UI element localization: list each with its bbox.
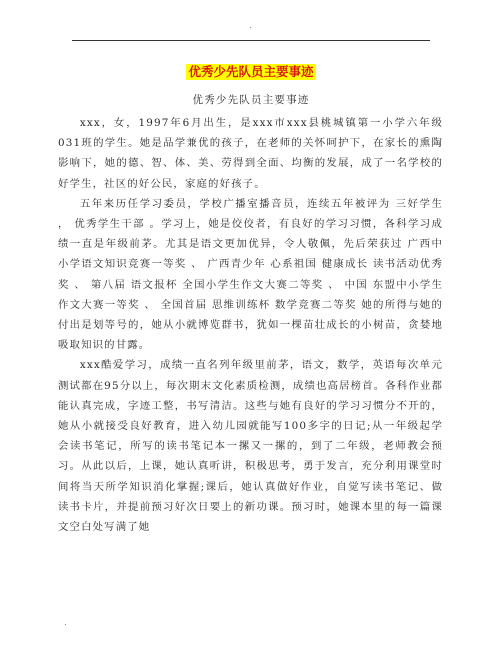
title-container — [0, 61, 502, 80]
paragraph: xxx，女，1997年6月出生，是xxx市xxx县桃城镇第一小学六年级031班的学生。她是品学兼优的孩子，在老师的关怀呵护下，在家长的熏陶影响下，她的德、智、体、美、劳得到全面、均衡的发展，成了一名学校的好学生，社区的好公民，家庭的好孩子。 — [58, 117, 443, 190]
paragraph: xxx酷爱学习，成绩一直名列年级里前茅，语文，数学，英语每次单元测试都在95分以上，每次期末文化素质检测，成绩也高居榜首。各科作业都能认真完成，字迹工整，书写清洁。这些与她有良好的学习习惯分不开的，她从小就接受良好教育，进入幼儿园就能写100多字的日记;从一年级起学会读书笔记，所写的读书笔记本一摞又一摞的，到了二年级，老师教会预习。从此以后，上课，她认真听讲，积极思考，勇于发言，充分利用课堂时间将当天所学知识消化掌握;课后，她认真做好作业，自觉写读书笔记、做读书卡片，并提前预习好次日要上的新功课。预习时，她课本里的每一篇课文空白处写满了她 — [58, 359, 443, 534]
header-marker: . — [249, 21, 252, 31]
footer-marker: . — [64, 618, 67, 628]
document-title: 优秀少先队员主要事迹 — [188, 64, 314, 79]
document-body — [58, 113, 443, 537]
paragraph: 五年来历任学习委员，学校广播室播音员，连续五年被评为 三好学生 ， 优秀学生干部 。学习上，她是佼佼者，有良好的学习习惯，各科学习成绩一直是年级前茅。尤其是语文更加优异，令人敬佩，先后荣获过 广西中小学语文知识竞赛一等奖 、 广西青少年 心系祖国 健康成长 读书活动优秀奖 、 第八届 语文报杯 全国小学生作文大赛二等奖 、 中国 东盟中小学生作文大赛一等奖 、 全国首届 思维训练杯 数学竞赛二等奖 她的所得与她的付出是划等号的，她从小就博览群书，犹如一棵苗壮成长的小树苗，贪婪地吸取知识的甘露。 — [58, 197, 443, 352]
header-rule — [72, 40, 430, 41]
document-subtitle: 优秀少先队员主要事迹 — [192, 94, 310, 106]
